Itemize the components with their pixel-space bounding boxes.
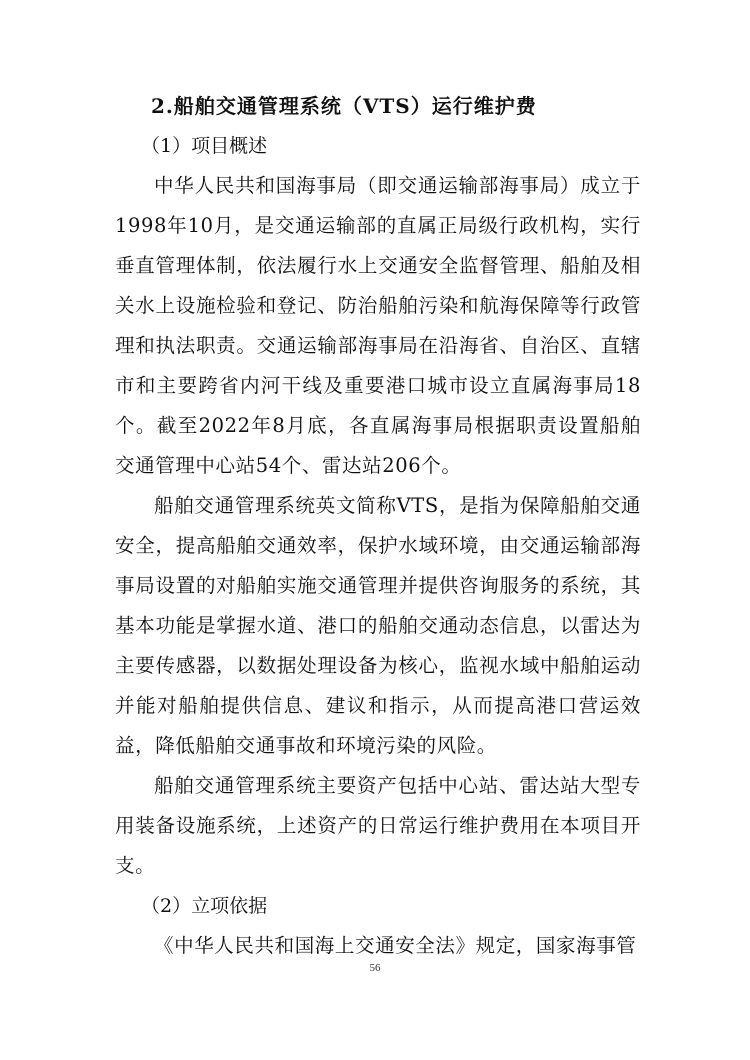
paragraph-maritime-bureau: 中华人民共和国海事局（即交通运输部海事局）成立于1998年10月，是交通运输部的直属正局级行政机构，实行垂直管理体制，依法履行水上交通安全监督管理、船舶及相关水上设施检验和登记、防治船舶污染和航海保障等行政管理和执法职责。交通运输部海事局在沿海省、自治区、直辖市和主要跨省内河干线及重要港口城市设立直属海事局18个。截至2022年8月底，各直属海事局根据职责设置船舶交通管理中心站54个、雷达站206个。 bbox=[115, 174, 641, 477]
page-number: 56 bbox=[369, 962, 381, 974]
paragraph-vts-definition: 船舶交通管理系统英文简称VTS，是指为保障船舶交通安全，提高船舶交通效率，保护水域环境，由交通运输部海事局设置的对船舶实施交通管理并提供咨询服务的系统，其基本功能是掌握水道、港口的船舶交通动态信息，以雷达为主要传感器，以数据处理设备为核心，监视水域中船舶运动并能对船舶提供信息、建议和指示，从而提高港口营运效益，降低船舶交通事故和环境污染的风险。 bbox=[115, 494, 641, 757]
paragraph-legal-basis: 《中华人民共和国海上交通安全法》规定，国家海事管 bbox=[154, 934, 637, 957]
paragraph-vts-assets: 船舶交通管理系统主要资产包括中心站、雷达站大型专用装备设施系统，上述资产的日常运行维护费用在本项目开支。 bbox=[115, 774, 641, 877]
document-body bbox=[115, 86, 641, 966]
subsection-title-overview: （1）项目概述 bbox=[141, 135, 268, 157]
section-heading: 2.船舶交通管理系统（VTS）运行维护费 bbox=[151, 94, 537, 118]
subsection-title-basis: （2）立项依据 bbox=[141, 895, 268, 917]
